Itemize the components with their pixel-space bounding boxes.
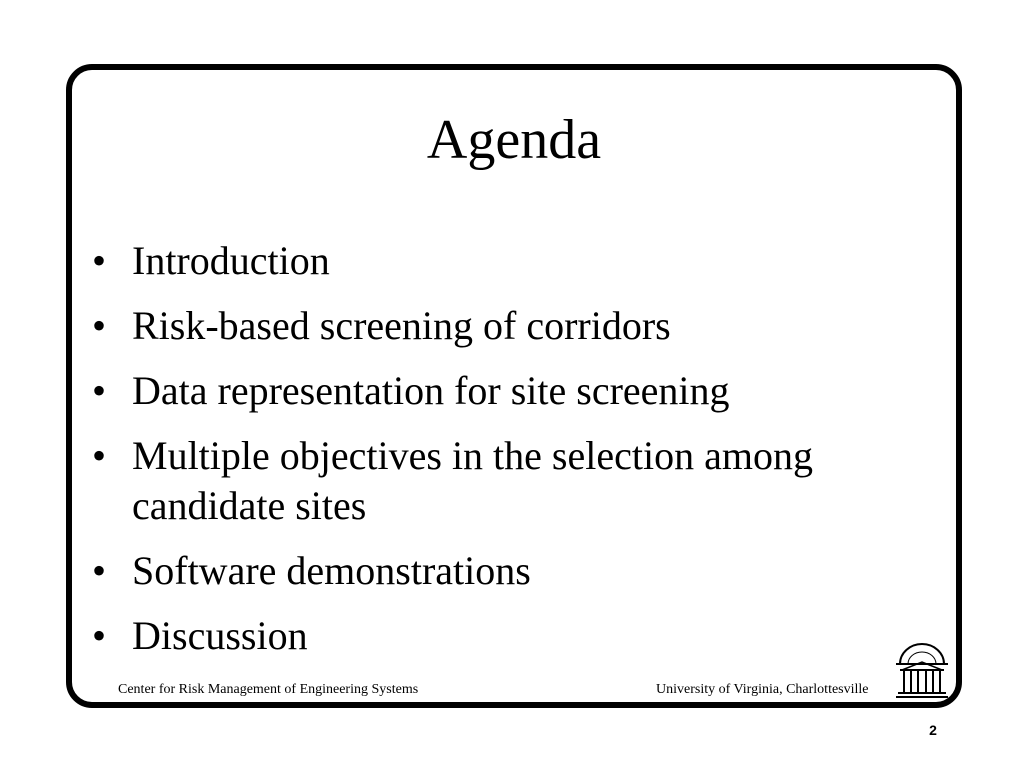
agenda-item-text: Introduction: [132, 238, 330, 283]
bullet-icon: •: [92, 548, 107, 593]
bullet-icon: •: [92, 303, 107, 348]
agenda-item-text: Risk-based screening of corridors: [132, 303, 671, 348]
agenda-item-text: Data representation for site screening: [132, 368, 730, 413]
bullet-icon: •: [92, 238, 107, 283]
bullet-icon: •: [92, 368, 107, 413]
bullet-icon: •: [92, 433, 107, 478]
slide-frame: [66, 64, 962, 708]
agenda-item-text: Software demonstrations: [132, 548, 531, 593]
list-item: [90, 301, 920, 351]
agenda-item-text: Discussion: [132, 613, 308, 658]
list-item: [90, 431, 920, 531]
rotunda-icon: [894, 640, 950, 700]
footer-university: University of Virginia, Charlottesville: [656, 682, 869, 697]
list-item: [90, 611, 920, 661]
page-number: 2: [929, 722, 937, 738]
footer-organization: Center for Risk Management of Engineering Systems: [118, 682, 419, 697]
agenda-item-text: Multiple objectives in the selection among candidate sites: [132, 433, 813, 528]
list-item: [90, 366, 920, 416]
list-item: [90, 546, 920, 596]
bullet-icon: •: [92, 613, 107, 658]
agenda-list: [90, 236, 920, 676]
list-item: [90, 236, 920, 286]
slide-title: Agenda: [426, 109, 602, 171]
